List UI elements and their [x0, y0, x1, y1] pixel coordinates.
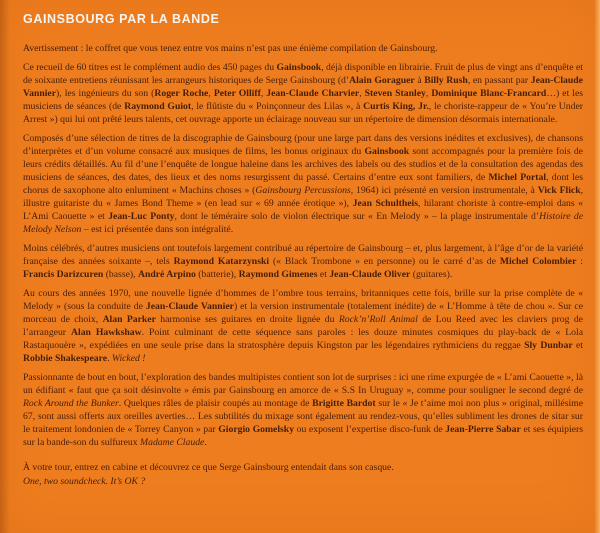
- paragraph-4: Moins célébrés, d’autres musiciens ont toutefois largement contribué au répertoire de Gainsbourg – et, plus largement, à l’âge d’or de la variété française des années soixante –, tels Raymond Katarzynski (« Black Trombone » en personne) ou le carré d’as de Michel Colombier : Francis Darizcuren (basse), André Arpino (batterie), Raymond Gimenes et Jean-Claude Oliver (guitares).: [23, 243, 583, 280]
- paragraph-1: Avertissement : le coffret que vous tenez entre vos mains n’est pas une énième compilation de Gainsbourg.: [23, 43, 438, 54]
- paragraph-7: À votre tour, entrez en cabine et découvrez ce que Serge Gainsbourg entendait dans son casque.: [23, 462, 394, 473]
- page-title: GAINSBOURG PAR LA BANDE: [23, 12, 220, 26]
- paragraph-3: Composés d’une sélection de titres de la discographie de Gainsbourg (pour une large part dans des versions inédites et exclusives), de chansons d’interprètes et d’un volume consacré aux musiques de films, les bonus originaux du Gainsbook sont accompagnés pour la première fois de leurs crédits détaillés. Au fil d’une l’enquête de longue haleine dans les archives des labels ou des studios et de la consultation des agendas des musiciens de séances, des dates, des lieux et des noms resurgissent du passé. Certains d’entre eux sont familiers, de Michel Portal, dont les chorus de saxophone alto enluminent « Machins choses » (Gainsbourg Percussions, 1964) ici présenté en version instrumentale, à Vick Flick, illustre guitariste du « James Bond Theme » (en lead sur « 69 année érotique »), Jean Schultheis, hilarant choriste à contre-emploi dans « L’Ami Caouette » et Jean-Luc Ponty, dont le téméraire solo de violon électrique sur « En Melody » – la plage instrumentale d’Histoire de Melody Nelson – est ici présentée dans son intégralité.: [23, 133, 584, 235]
- paragraph-5: Au cours des années 1970, une nouvelle lignée d’hommes de l’ombre tous terrains, britanniques cette fois, brille sur la prise complète de « Melody » (sous la conduite de Jean-Claude Vannier) et la version instrumentale (totalement inédite) de « L’Homme à tête de chou ». Sur ce morceau de choix, Alan Parker harmonise ses guitares en droite lignée du Rock’n’Roll Animal de Lou Reed avec les claviers prog de l’arrangeur Alan Hawkshaw. Point culminant de cette séquence sans paroles : les douze minutes cosmiques du play-back de « Lola Rastaquouère », expédiées en une seule prise dans la stratosphère depuis Kingston par les légendaires rythmiciens du reggae Sly Dunbar et Robbie Shakespeare. Wicked !: [23, 288, 584, 364]
- paragraph-8: One, two soundcheck. It’s OK ?: [23, 476, 146, 487]
- notes-body: [23, 42, 583, 488]
- paragraph-6: Passionnante de bout en bout, l’exploration des bandes multipistes contient son lot de surprises : ici une rime expurgée de « L’ami Caouette », là un édifiant « faut que ça soit désinvolte » émis par Gainsbourg en amorce de « S.S In Uruguay », comme pour souligner le second degré de Rock Around the Bunker. Quelques râles de plaisir coupés au montage de Brigitte Bardot sur le « Je t’aime moi non plus » original, millésime 67, sont aussi offerts aux oreilles averties… Les subtilités du mixage sont également au rendez-vous, qu’elles subliment les drones de sitar sur le traitement londonien de « Torrey Canyon » par Giorgio Gomelsky ou exposent l’expertise disco-funk de Jean-Pierre Sabar et ses équipiers sur la bande-son du sulfureux Madame Claude.: [23, 372, 584, 448]
- paragraph-2: Ce recueil de 60 titres est le complément audio des 450 pages du Gainsbook, déjà disponible en librairie. Fruit de plus de vingt ans d’enquête et de soixante entretiens réunissant les arrangeurs historiques de Serge Gainsbourg (d’Alain Goraguer à Billy Rush, en passant par Jean-Claude Vannier), les ingénieurs du son (Roger Roche, Peter Olliff, Jean-Claude Charvier, Steven Stanley, Dominique Blanc-Francard…) et les musiciens de séances (de Raymond Guiot, le flûtiste du « Poinçonneur des Lilas », à Curtis King, Jr., le choriste-rappeur de « You’re Under Arrest ») qui lui ont prêté leurs talents, cet ouvrage apporte un éclairage nouveau sur un répertoire de dimension désormais internationale.: [23, 62, 584, 125]
